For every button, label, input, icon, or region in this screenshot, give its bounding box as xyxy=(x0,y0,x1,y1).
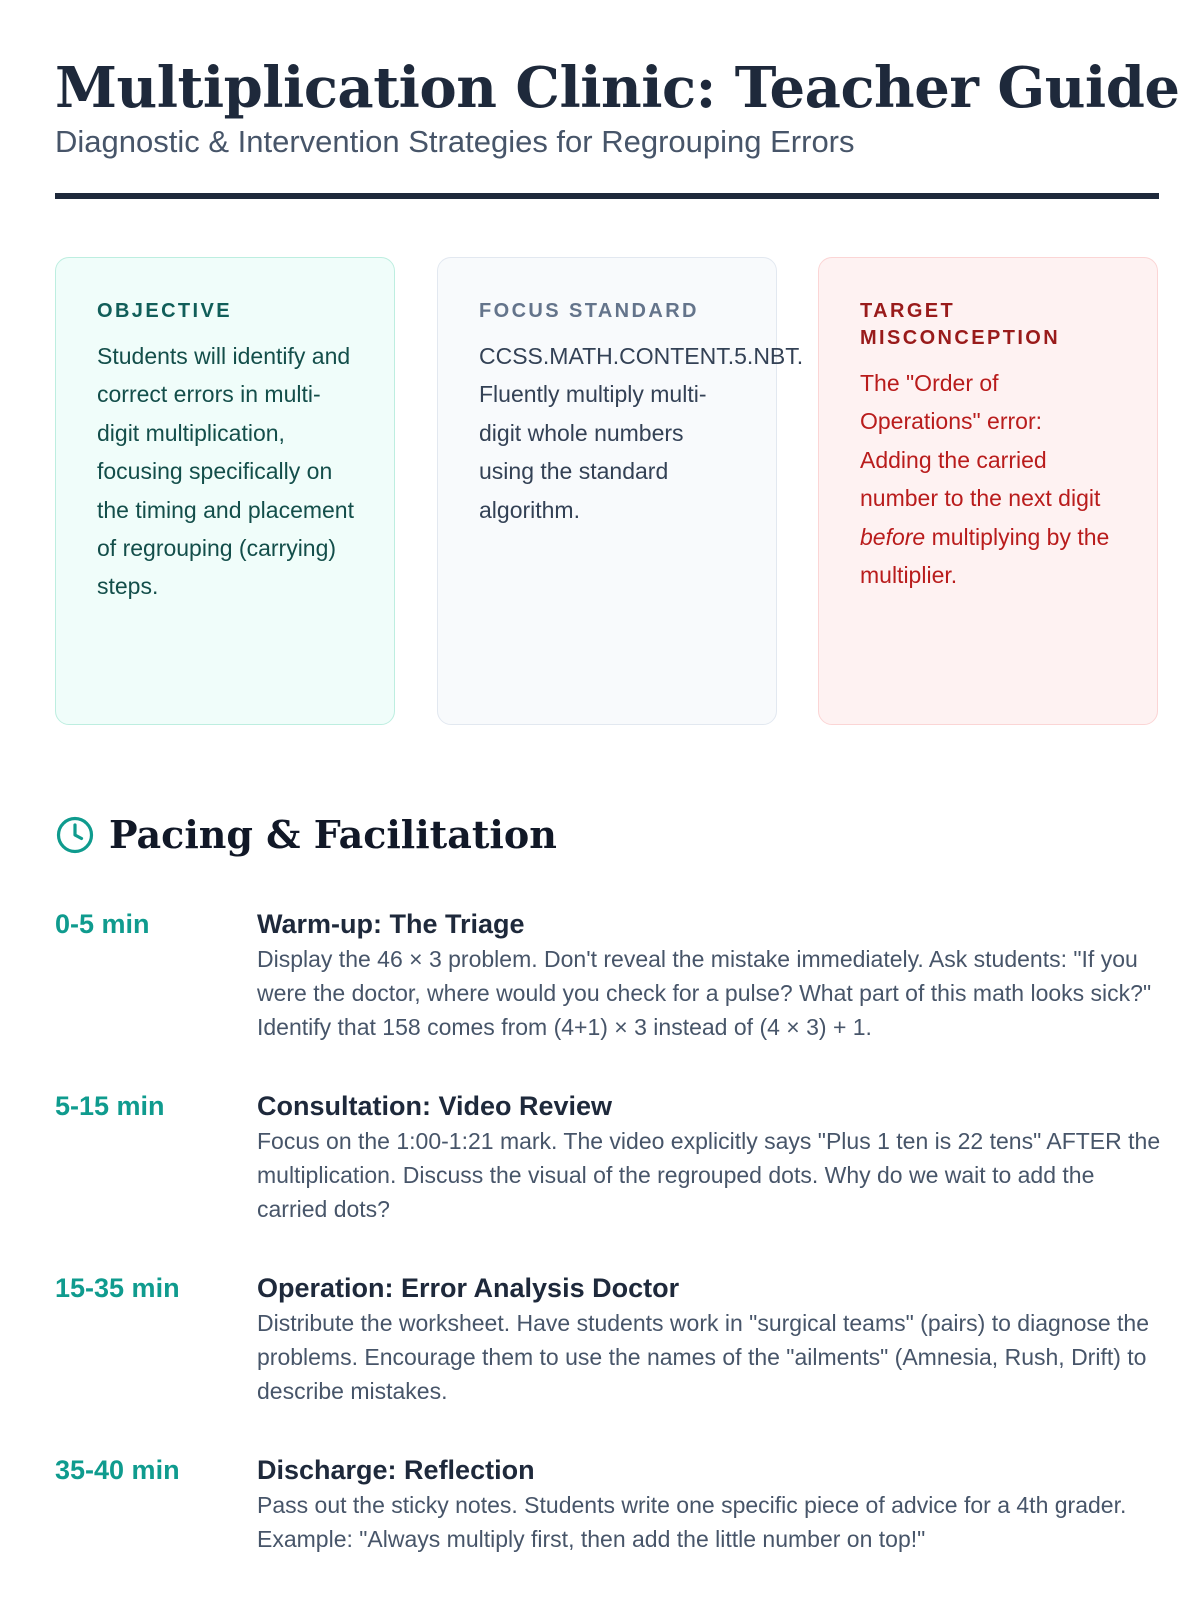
objective-text: Students will identify and correct errors in multi-digit multiplication, focusing specifically on the timing and placement of regrouping (carrying) steps. xyxy=(97,343,354,600)
pacing-step-title: Consultation: Video Review xyxy=(257,1091,613,1121)
standard-text: Fluently multiply multi-digit whole numbers using the standard algorithm. xyxy=(479,381,707,523)
objective-card xyxy=(55,257,395,725)
pacing-content xyxy=(257,906,1165,1044)
pacing-step-description: Pass out the sticky notes. Students write one specific piece of advice for a 4th grader. Example: "Always multiply first, then add the little number on top!" xyxy=(257,1492,1127,1552)
pacing-time: 5-15 min xyxy=(55,1091,165,1121)
pacing-step-title: Operation: Error Analysis Doctor xyxy=(257,1273,680,1303)
target-misconception-card xyxy=(818,257,1158,725)
pacing-content xyxy=(257,1452,1165,1556)
misconception-text-start: The "Order of Operations" error: Adding the carried number to the next digit xyxy=(860,370,1101,512)
pacing-heading: Pacing & Facilitation xyxy=(109,812,557,857)
misconception-emphasis: before xyxy=(860,523,926,550)
pacing-step-title: Warm-up: The Triage xyxy=(257,909,525,939)
pacing-time: 15-35 min xyxy=(55,1273,180,1303)
misconception-text xyxy=(860,364,1117,594)
focus-standard-body xyxy=(479,337,804,529)
pacing-time: 0-5 min xyxy=(55,909,150,939)
pacing-content xyxy=(257,1270,1165,1408)
page-title: Multiplication Clinic: Teacher Guide xyxy=(55,55,1180,121)
clock-icon xyxy=(55,815,95,855)
misconception-text-end: multiplying by the multiplier. xyxy=(860,523,1110,589)
header-divider xyxy=(55,193,1159,199)
standard-code: CCSS.MATH.CONTENT.5.NBT. xyxy=(479,343,804,369)
focus-standard-card xyxy=(437,257,804,725)
objective-label: OBJECTIVE xyxy=(97,300,232,322)
pacing-step-description: Focus on the 1:00-1:21 mark. The video explicitly says "Plus 1 ten is 22 tens" AFTER the multiplication. Discuss the visual of the regrouped dots. Why do we wait to add the carried dots? xyxy=(257,1128,1161,1222)
pacing-content xyxy=(257,1088,1165,1226)
pacing-step-description: Distribute the worksheet. Have students work in "surgical teams" (pairs) to diagnose the problems. Encourage them to use the names of the "ailments" (Amnesia, Rush, Drift) to describe mistakes. xyxy=(257,1310,1150,1404)
pacing-step-title: Discharge: Reflection xyxy=(257,1455,535,1485)
pacing-time: 35-40 min xyxy=(55,1455,180,1485)
pacing-step-description: Display the 46 × 3 problem. Don't reveal the mistake immediately. Ask students: "If you were the doctor, where would you check for a pulse? What part of this math looks sick?" Identify that 158 comes from (4+1) × 3 instead of (4 × 3) + 1. xyxy=(257,946,1152,1040)
focus-standard-label: FOCUS STANDARD xyxy=(479,300,699,322)
misconception-label: TARGET MISCONCEPTION xyxy=(860,300,1061,349)
pacing-section-heading xyxy=(55,810,557,860)
page-subtitle: Diagnostic & Intervention Strategies for Regrouping Errors xyxy=(55,124,855,159)
